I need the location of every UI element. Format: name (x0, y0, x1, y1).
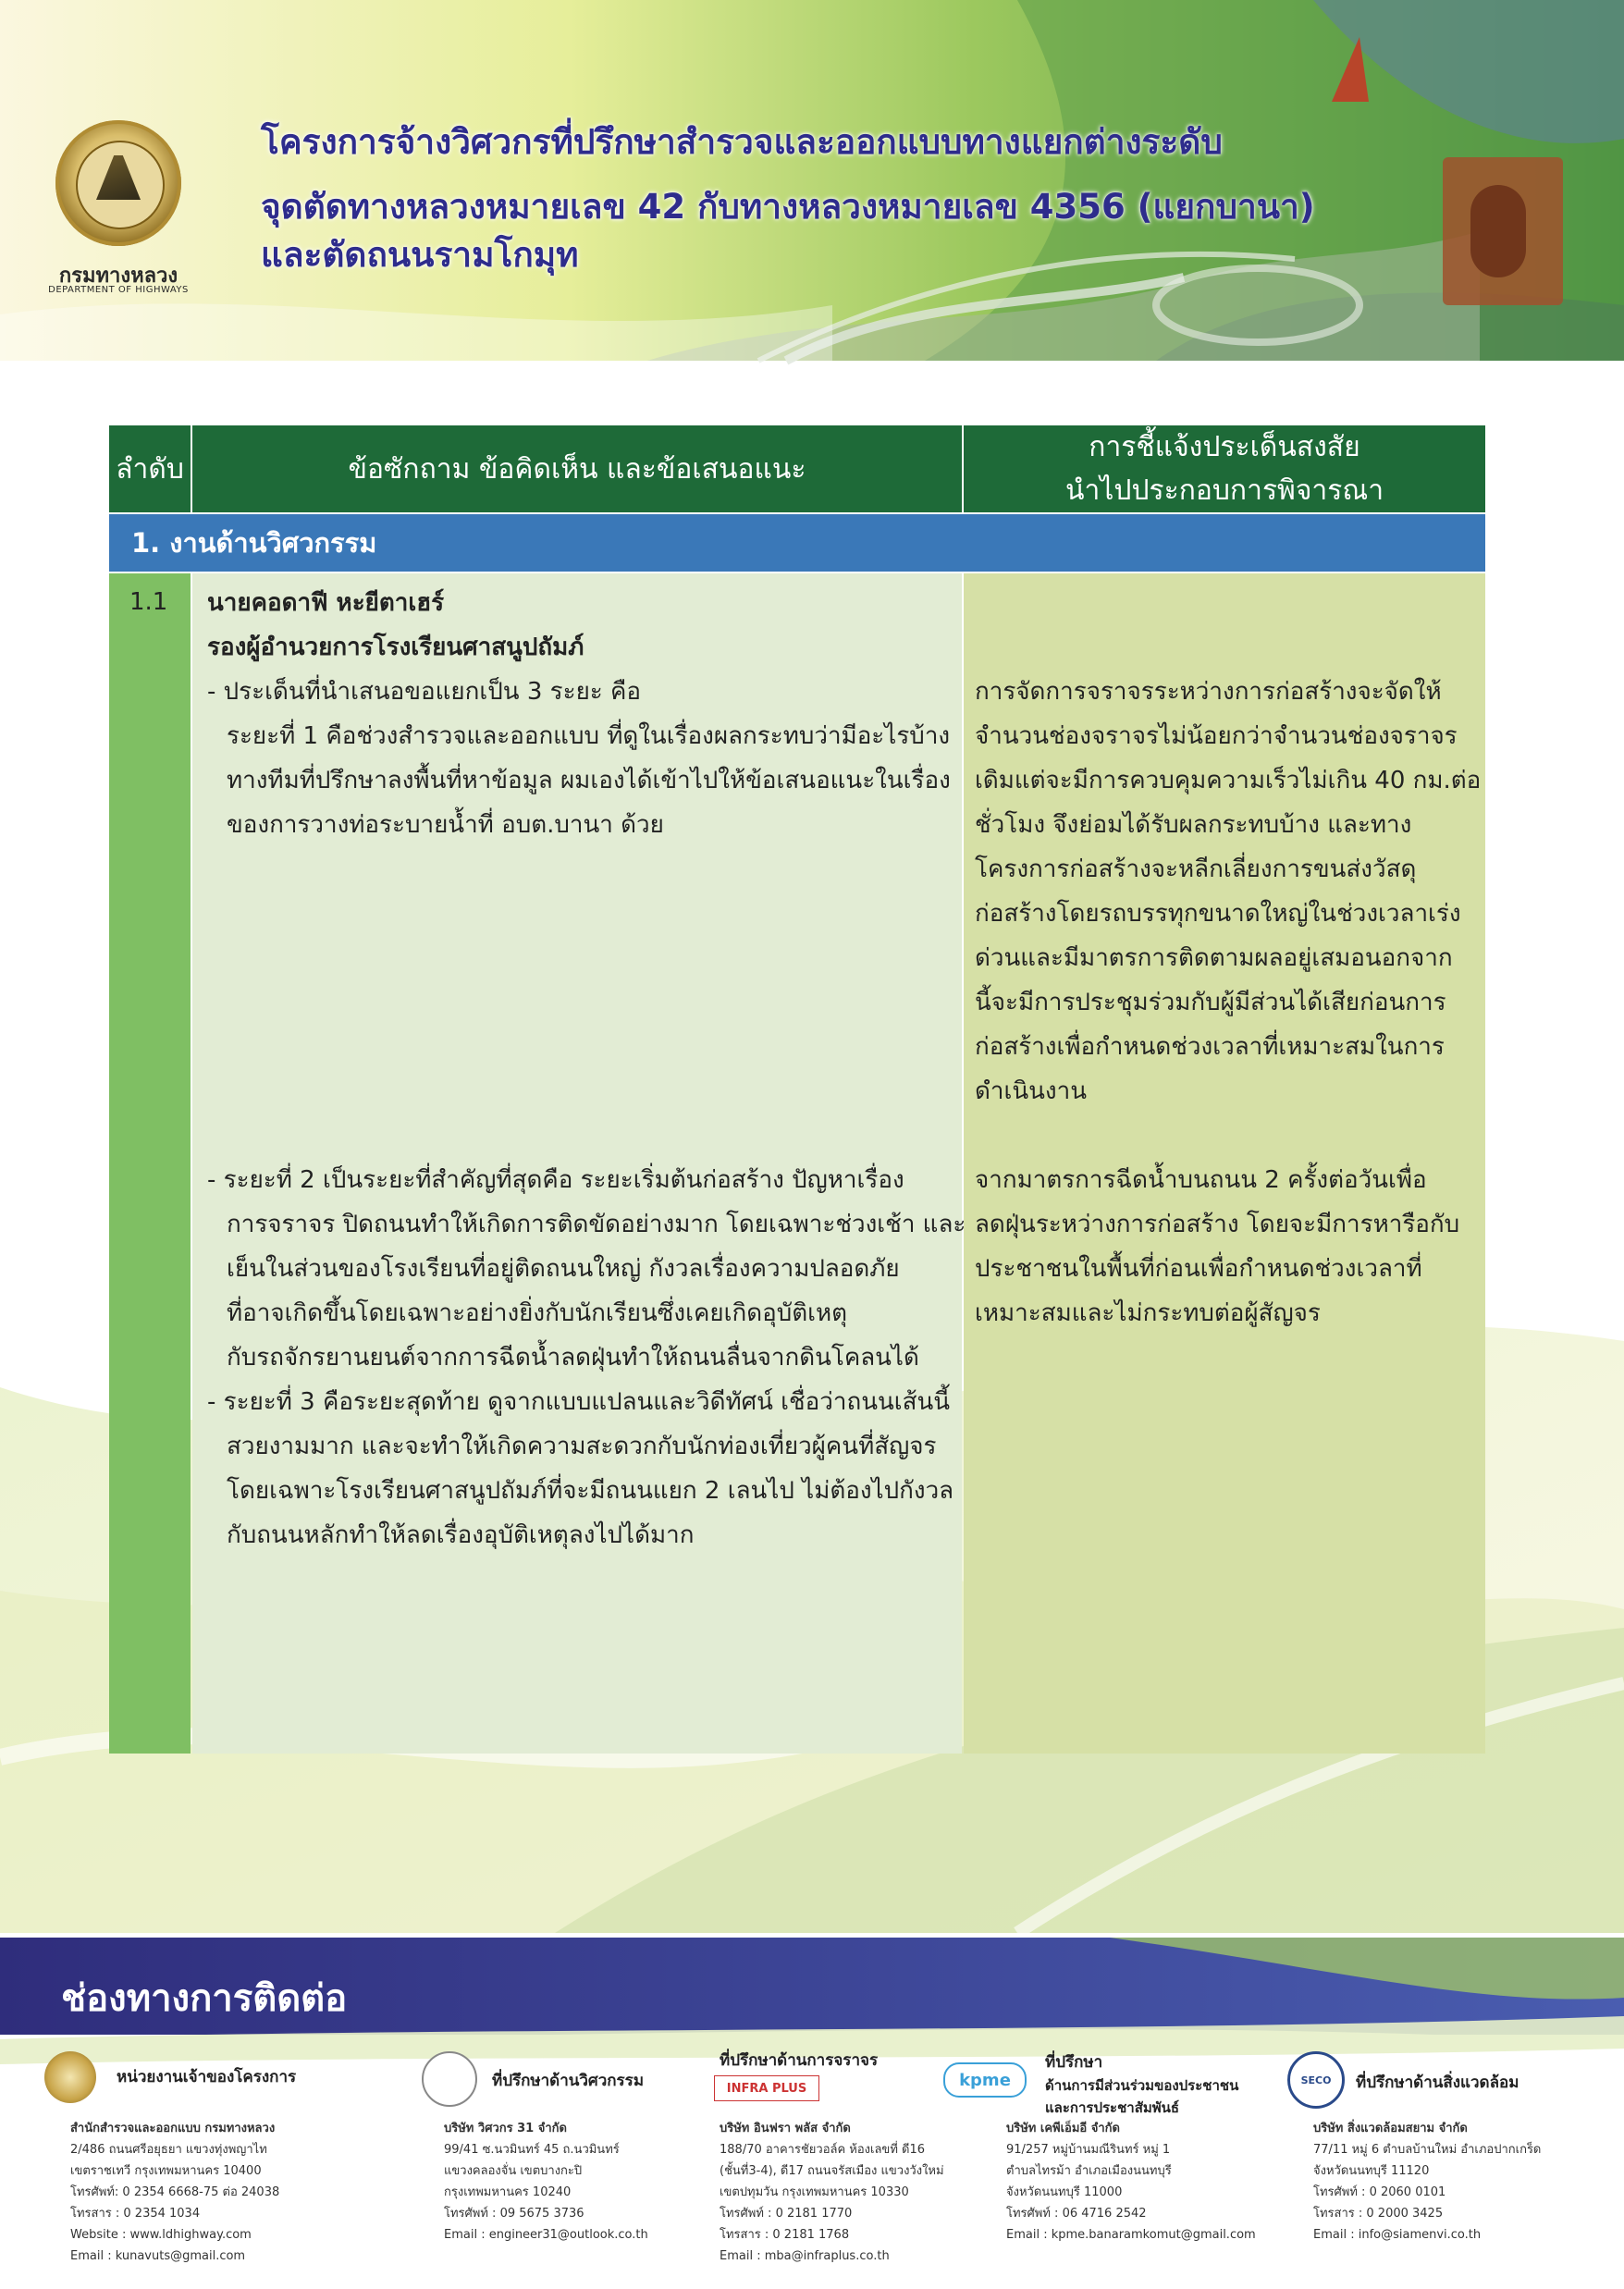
department-emblem-icon (55, 120, 181, 246)
kpme-logo: kpme (943, 2062, 1027, 2098)
header-col-number: ลำดับ (109, 425, 191, 512)
question-line: เย็นในส่วนของโรงเรียนที่อยู่ติดถนนใหญ่ กังวลเรื่องความปลอดภัย (227, 1255, 900, 1283)
header-col-question: ข้อซักถาม ข้อคิดเห็น และข้อเสนอแนะ (192, 425, 962, 512)
answer-line: ด่วนและมีมาตรการติดตามผลอยู่เสมอนอกจาก (975, 944, 1453, 972)
org-line: โทรศัพท์: 0 2354 6668-75 ต่อ 24038 (70, 2185, 280, 2199)
org-line: บริษัท เคพีเอ็มอี จำกัด (1006, 2122, 1120, 2135)
org-participation-head-line3: และการประชาสัมพันธ์ (1045, 2099, 1180, 2116)
header-col-answer-line1: การชี้แจ้งประเด็นสงสัย (1089, 431, 1360, 463)
column-number-cell (109, 573, 191, 1754)
contact-title: ช่องทางการติดต่อ (61, 1977, 348, 2020)
org-line: บริษัท อินฟรา พลัส จำกัด (720, 2122, 851, 2135)
org-line: 188/70 อาคารชัยวอล์ค ห้องเลขที่ ดี16 (720, 2143, 926, 2157)
logo-subtitle: DEPARTMENT OF HIGHWAYS (48, 285, 189, 295)
question-line: ของการวางท่อระบายน้ำที่ อบต.บานา ด้วย (227, 811, 664, 839)
answer-line: ประชาชนในพื้นที่ก่อนเพื่อกำหนดช่วงเวลาที่ (975, 1255, 1422, 1283)
answer-line: ก่อสร้างโดยรถบรรทุกขนาดใหญ่ในช่วงเวลาเร่ง (975, 900, 1461, 928)
answer-line: จากมาตรการฉีดน้ำบนถนน 2 ครั้งต่อวันเพื่อ (975, 1166, 1427, 1194)
answer-line: โครงการก่อสร้างจะหลีกเลี่ยงการขนส่งวัสดุ (975, 855, 1417, 883)
org-participation-heading (1045, 2049, 1238, 2119)
header (0, 0, 1624, 361)
org-traffic (720, 2118, 944, 2267)
department-logo (44, 120, 192, 305)
org-participation (1006, 2118, 1256, 2246)
org-line: สำนักสำรวจและออกแบบ กรมทางหลวง (70, 2122, 276, 2135)
answer-line: ลดฝุ่นระหว่างการก่อสร้าง โดยจะมีการหารือกับ (975, 1211, 1460, 1238)
org-line: โทรศัพท์ : 06 4716 2542 (1006, 2207, 1147, 2221)
org-line: โทรศัพท์ : 0 2181 1770 (720, 2207, 853, 2221)
org-participation-head-line1: ที่ปรึกษา (1045, 2053, 1103, 2072)
page-title-line1: โครงการจ้างวิศวกรที่ปรึกษาสำรวจและออกแบบทางแยกต่างระดับ (261, 122, 1223, 162)
org-participation-head-line2: ด้านการมีส่วนร่วมของประชาชน (1045, 2077, 1239, 2094)
org-line: โทรสาร : 0 2181 1768 (720, 2228, 850, 2242)
org-email-link[interactable]: Email : kpme.banaramkomut@gmail.com (1006, 2228, 1256, 2242)
row-number: 1.1 (129, 588, 168, 616)
engineer31-logo-icon (422, 2051, 477, 2107)
answer-line: ชั่วโมง จึงย่อมได้รับผลกระทบบ้าง และทาง (975, 811, 1412, 839)
org-line: เขตปทุมวัน กรุงเทพมหานคร 10330 (720, 2185, 909, 2199)
org-environment-head: ที่ปรึกษาด้านสิ่งแวดล้อม (1356, 2074, 1519, 2092)
question-line: - ระยะที่ 2 เป็นระยะที่สำคัญที่สุดคือ ระยะเริ่มต้นก่อสร้าง ปัญหาเรื่อง (207, 1166, 904, 1194)
answer-line: ดำเนินงาน (975, 1077, 1087, 1105)
speaker-title: รองผู้อำนวยการโรงเรียนศาสนูปถัมภ์ (207, 634, 584, 661)
question-line: ระยะที่ 1 คือช่วงสำรวจและออกแบบ ที่ดูในเรื่องผลกระทบว่ามีอะไรบ้าง (227, 722, 951, 750)
org-line: บริษัท สิ่งแวดล้อมสยาม จำกัด (1313, 2122, 1468, 2135)
seco-logo: SECO (1287, 2051, 1345, 2109)
org-line: (ชั้นที่3-4), ดี17 ถนนจรัสเมือง แขวงวังใหม่ (720, 2164, 944, 2178)
infraplus-logo: INFRA PLUS (714, 2075, 819, 2101)
org-line: โทรสาร : 0 2000 3425 (1313, 2207, 1444, 2221)
org-line: จังหวัดนนทบุรี 11120 (1313, 2164, 1430, 2178)
org-engineering (444, 2118, 648, 2246)
org-email-link[interactable]: Email : info@siamenvi.co.th (1313, 2228, 1482, 2242)
org-owner-heading (117, 2064, 296, 2089)
org-line: โทรสาร : 0 2354 1034 (70, 2207, 201, 2221)
answer-line: การจัดการจราจรระหว่างการก่อสร้างจะจัดให้ (975, 678, 1442, 706)
org-website-link[interactable]: Website : www.ldhighway.com (70, 2228, 252, 2242)
answer-line: จำนวนช่องจราจรไม่น้อยกว่าจำนวนช่องจราจร (975, 722, 1458, 750)
page-title-line2: จุดตัดทางหลวงหมายเลข 42 กับทางหลวงหมายเลข 4356 (แยกบานา) (261, 187, 1315, 227)
question-line: กับถนนหลักทำให้ลดเรื่องอุบัติเหตุลงไปได้มาก (227, 1521, 695, 1549)
org-line: 77/11 หมู่ 6 ตำบลบ้านใหม่ อำเภอปากเกร็ด (1313, 2143, 1542, 2157)
section-engineering: 1. งานด้านวิศวกรรม (109, 514, 1485, 572)
question-line: สวยงามมาก และจะทำให้เกิดความสะดวกกับนักท่องเที่ยวผู้คนที่สัญจร (227, 1433, 937, 1460)
question-line: - ระยะที่ 3 คือระยะสุดท้าย ดูจากแบบแปลนและวิดีทัศน์ เชื่อว่าถนนเส้นนี้ (207, 1388, 951, 1416)
org-line: บริษัท วิศวกร 31 จำกัด (444, 2122, 567, 2135)
header-col-answer-line2: นำไปประกอบการพิจารณา (1064, 474, 1384, 507)
org-line: โทรศัพท์ : 0 2060 0101 (1313, 2185, 1446, 2199)
org-engineering-head: ที่ปรึกษาด้านวิศวกรรม (492, 2072, 645, 2090)
question-line: ที่อาจเกิดขึ้นโดยเฉพาะอย่างยิ่งกับนักเรียนซึ่งเคยเกิดอุบัติเหตุ (227, 1299, 848, 1327)
highway-department-seal-icon (44, 2051, 96, 2103)
answer-line: นี้จะมีการประชุมร่วมกับผู้มีส่วนได้เสียก่อนการ (975, 989, 1446, 1016)
org-line: ตำบลไทรม้า อำเภอเมืองนนทบุรี (1006, 2164, 1172, 2178)
org-owner-head: หน่วยงานเจ้าของโครงการ (117, 2068, 297, 2086)
logo-name: กรมทางหลวง (58, 265, 178, 288)
org-line: เขตราชเทวี กรุงเทพมหานคร 10400 (70, 2164, 262, 2178)
question-line: กับรถจักรยานยนต์จากการฉีดน้ำลดฝุ่นทำให้ถนนลื่นจากดินโคลนได้ (227, 1344, 919, 1372)
org-line: แขวงคลองจั่น เขตบางกะปิ (444, 2164, 583, 2178)
org-environment (1313, 2118, 1541, 2246)
answer-line: เหมาะสมและไม่กระทบต่อผู้สัญจร (975, 1299, 1321, 1327)
org-email-link[interactable]: Email : mba@infraplus.co.th (720, 2249, 890, 2263)
answer-line: ก่อสร้างเพื่อกำหนดช่วงเวลาที่เหมาะสมในการ (975, 1033, 1445, 1061)
org-email-link[interactable]: Email : kunavuts@gmail.com (70, 2249, 246, 2263)
page-title-line3: และตัดถนนรามโกมุท (261, 235, 579, 275)
org-line: กรุงเทพมหานคร 10240 (444, 2185, 572, 2199)
speaker-name: นายคอดาฟี หะยีตาเฮร์ (207, 589, 445, 617)
org-owner (70, 2118, 279, 2267)
question-line: ทางทีมที่ปรึกษาลงพื้นที่หาข้อมูล ผมเองได้เข้าไปให้ข้อเสนอแนะในเรื่อง (227, 767, 951, 794)
org-line: โทรศัพท์ : 09 5675 3736 (444, 2207, 584, 2221)
org-line: 2/486 ถนนศรีอยุธยา แขวงทุ่งพญาไท (70, 2143, 267, 2157)
org-email-link[interactable]: Email : engineer31@outlook.co.th (444, 2228, 648, 2242)
org-line: 99/41 ซ.นวมินทร์ 45 ถ.นวมินทร์ (444, 2143, 620, 2157)
org-traffic-heading (720, 2048, 878, 2073)
question-line: - ประเด็นที่นำเสนอขอแยกเป็น 3 ระยะ คือ (207, 678, 642, 706)
answer-line: เดิมแต่จะมีการควบคุมความเร็วไม่เกิน 40 กม.ต่อ (975, 767, 1482, 794)
question-line: โดยเฉพาะโรงเรียนศาสนูปถัมภ์ที่จะมีถนนแยก 2 เลนไป ไม่ต้องไปกังวล (227, 1477, 954, 1505)
org-environment-heading (1356, 2070, 1519, 2095)
header-col-answer (964, 425, 1485, 512)
org-line: 91/257 หมู่บ้านมณีรินทร์ หมู่ 1 (1006, 2143, 1171, 2157)
question-line: การจราจร ปิดถนนทำให้เกิดการติดขัดอย่างมาก โดยเฉพาะช่วงเช้า และ (227, 1211, 966, 1238)
org-line: จังหวัดนนทบุรี 11000 (1006, 2185, 1123, 2199)
org-engineering-heading (492, 2068, 644, 2093)
org-traffic-head: ที่ปรึกษาด้านการจราจร (720, 2051, 879, 2070)
